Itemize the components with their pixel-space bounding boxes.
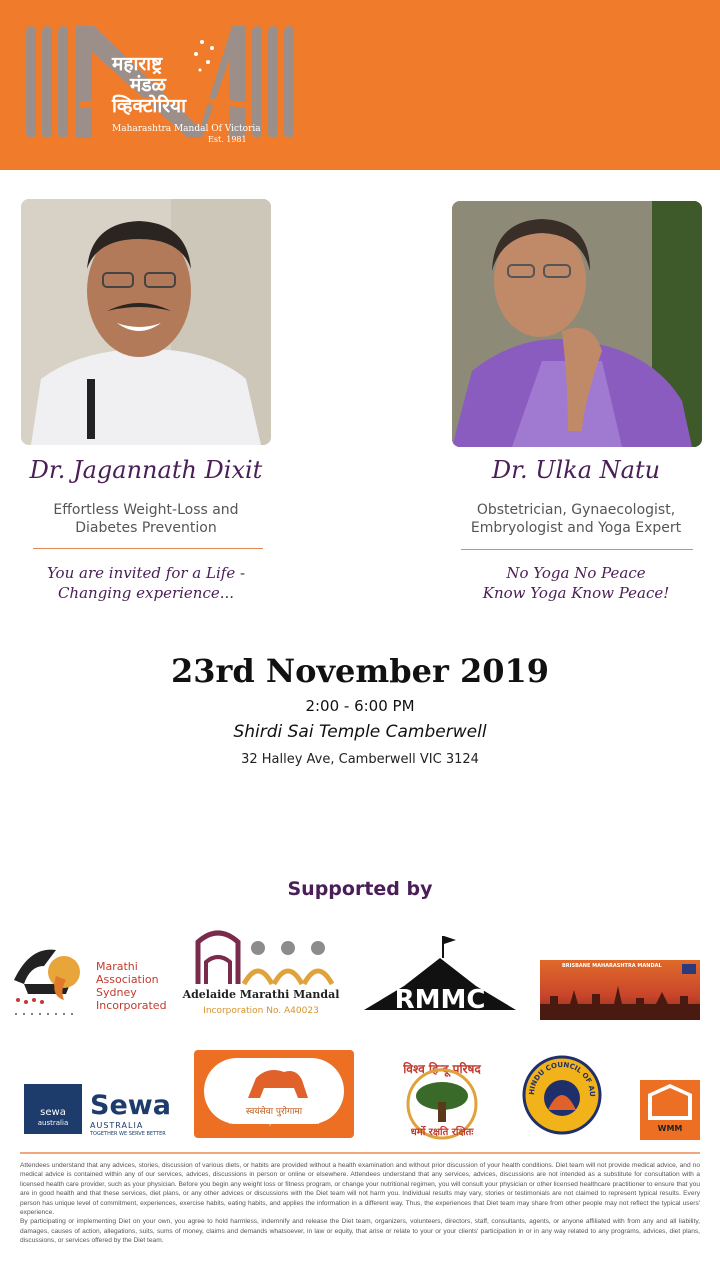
rmmc-logo-icon — [360, 936, 520, 1016]
ganesha-icon — [10, 940, 94, 1022]
sewa-name: Sewa — [90, 1090, 171, 1121]
speaker-photo-dixit — [21, 199, 271, 445]
sewa-tagline: TOGETHER WE SERVE BETTER — [90, 1131, 166, 1137]
speaker-portrait-dixit — [21, 199, 271, 445]
sponsor-amm-incorporation: Incorporation No. A40023 — [203, 1006, 319, 1016]
speaker-photo-natu — [452, 201, 702, 447]
speaker-name-natu: Dr. Ulka Natu — [491, 456, 661, 484]
vhp-top-text: विश्व हिन्दू परिषद — [403, 1062, 481, 1076]
org-name-marathi: महाराष्ट्र मंडळ व्हिक्टोरिया — [112, 53, 186, 117]
sponsor-vishwa-hindu-parishad — [384, 1060, 500, 1140]
speaker-topic-natu: Obstetrician, Gynaecologist, Embryologist and Yoga Expert — [470, 502, 682, 536]
org-established: Est. 1981 — [208, 135, 247, 144]
sponsor-rmmc — [360, 936, 520, 1016]
swa-tagline: We achieve by our own efforts — [228, 1119, 320, 1126]
sponsor-brisbane-maharashtra-mandal — [540, 960, 700, 1020]
sewa-badge: sewa australia — [24, 1084, 82, 1134]
event-time: 2:00 - 6:00 PM — [305, 697, 415, 715]
speaker-topic-dixit: Effortless Weight-Loss and Diabetes Prevention — [53, 502, 239, 536]
swa-inner-panel — [204, 1058, 344, 1124]
sewa-country: AUSTRALIA — [90, 1121, 144, 1130]
sponsor-hindu-council-of-australia — [522, 1050, 602, 1140]
sponsor-amm-name: Adelaide Marathi Mandal — [182, 988, 340, 1001]
speaker-quote-natu: No Yoga No Peace Know Yoga Know Peace! — [482, 564, 670, 602]
wmm-logo-icon — [640, 1080, 700, 1124]
sponsor-sewa-australia — [24, 1080, 174, 1140]
sponsor-mas-text: Marathi Association Sydney Incorporated — [96, 960, 167, 1012]
org-name-english: Maharashtra Mandal Of Victoria — [112, 124, 261, 134]
bmm-skyline-icon — [540, 960, 700, 1020]
supported-by-heading: Supported by — [287, 878, 433, 900]
disclaimer-paragraph: Attendees understand that any advices, stories, discussion of various diets, or habits are provided without a health examination and without prior discussion of your health conditions. Diet team will not provide medical advice, and no medical advice is contained within any of our services, advices, discussions in person or online or elsewhere. Attendees understand that any services, advices, discussions are not intended as a substitute for consultation with a licensed health care provider, such as your physician. Before you begin any weight loss or fitness program, or change your nutritional regimen, you will consult your physician or other licensed healthcare practitioner to ensure that you are in good health and that these services, diet plans, or any other advices or discussions with the Diet team will not harm you. Individual results may vary, stories or testimonials are not claimed to represent typical results. Every person has unique level of commitment, experiences, exercise habits, eating habits, and applies the information in a different way. Thus, the experiences that Diet team may share from other people may not reflect the typical users' experience. — [20, 1162, 700, 1217]
hindu-council-seal-icon — [522, 1050, 602, 1140]
org-logo — [20, 18, 300, 148]
amm-logo-icon — [178, 928, 344, 986]
lion-icon — [204, 1058, 344, 1104]
rmmc-logo-text: RMMC — [394, 985, 486, 1015]
swa-deva-text: स्वयंसेवा पुरोगामा — [245, 1107, 303, 1117]
header-banner — [0, 0, 720, 170]
event-venue: Shirdi Sai Temple Camberwell — [233, 722, 487, 742]
sponsor-adelaide-marathi-mandal — [178, 928, 344, 1020]
sponsor-swayamsewa — [194, 1050, 354, 1138]
speaker-portrait-natu — [452, 201, 702, 447]
footer-divider — [20, 1152, 700, 1154]
sponsor-bmm-text: BRISBANE MAHARASHTRA MANDAL — [562, 963, 662, 969]
hca-seal-text: HINDU COUNCIL OF AU — [527, 1060, 597, 1097]
wmm-text: WMM — [657, 1124, 683, 1133]
speaker-name-dixit: Dr. Jagannath Dixit — [29, 456, 263, 484]
vhp-bottom-text: धर्मो रक्षति रक्षितः — [410, 1127, 474, 1138]
sponsor-marathi-association-sydney — [10, 940, 175, 1022]
speaker-divider-left — [33, 548, 263, 549]
speaker-divider-right — [461, 549, 693, 550]
disclaimer-paragraph: By participating or implementing Diet on your own, you agree to hold harmless, indemnify and release the Diet team, organizers, volunteers, directors, staff, consultants, agents, or anyone affiliated with from any and all liability, damages, causes of action, allegations, suits, sums of money, claims and demands whatsoever, in law or equity, that arise or relate to your or your clients' participation in or in any way related to any programs, advices, diet plans, discussions, or services offered by the Diet team. — [20, 1218, 700, 1245]
disclaimer-text — [20, 1161, 700, 1246]
event-date: 23rd November 2019 — [170, 652, 550, 690]
sponsor-wmm — [640, 1080, 700, 1140]
event-address: 32 Halley Ave, Camberwell VIC 3124 — [241, 752, 479, 767]
speaker-quote-dixit: You are invited for a Life - Changing experience... — [46, 564, 246, 602]
